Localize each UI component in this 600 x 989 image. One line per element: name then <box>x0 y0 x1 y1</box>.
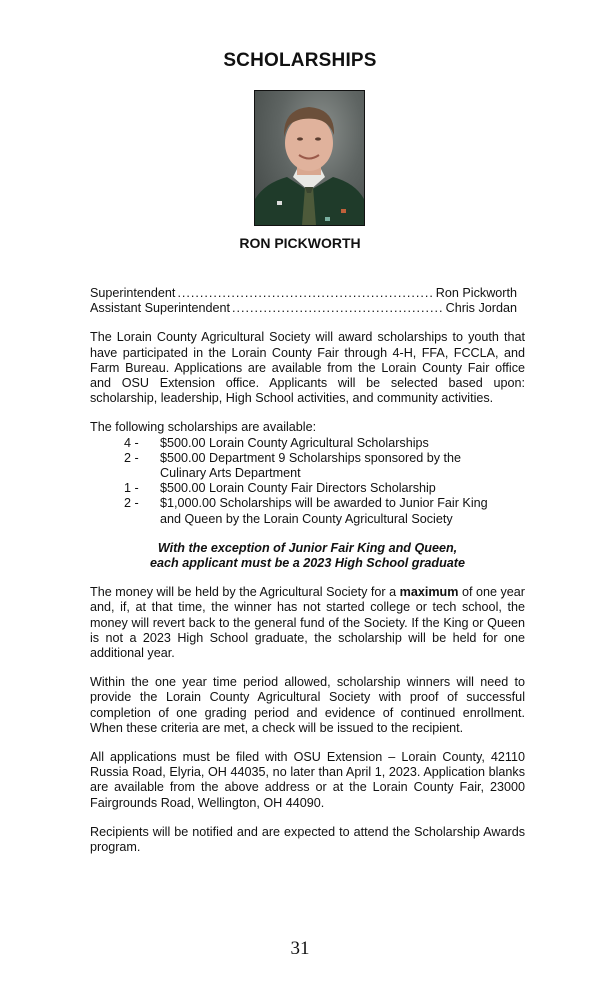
scholarship-count: 4 - <box>124 435 139 450</box>
page-title: SCHOLARSHIPS <box>223 50 377 71</box>
money-text-end: of one year and, if, at that time, the winner has not started college or tech school, the money will revert back to the general fund of the Society. If the King or Queen is not a 2023 High School graduate, the scholarship will be held for one additional year. <box>90 585 525 661</box>
intro-paragraph: The Lorain County Agricultural Society will award scholarships to youth that have participated in the Lorain County Fair through 4-H, FFA, FCCLA, and Farm Bureau. Applications are available from the Lorain County Fair office and OSU Extension office. Applicants will be selected based upon: scholarship, leadership, High School activities, and community activities. <box>90 330 525 406</box>
person-name: RON PICKWORTH <box>239 235 361 251</box>
page-number: 31 <box>290 938 310 959</box>
scholarship-item <box>90 496 525 526</box>
scholarship-count: 1 - <box>124 481 139 496</box>
scholarship-item <box>90 451 525 481</box>
money-paragraph <box>90 585 525 661</box>
staff-name: Chris Jordan <box>445 301 517 316</box>
money-text-start: The money will be held by the Agricultural Society for a <box>90 585 400 600</box>
notice-line-1: With the exception of Junior Fair King and Queen, <box>157 540 458 555</box>
scholarship-item <box>90 481 525 496</box>
staff-role: Assistant Superintendent <box>90 301 231 316</box>
document-body <box>90 286 525 855</box>
staff-name: Ron Pickworth <box>435 286 517 300</box>
person-portrait-icon <box>255 91 364 225</box>
applications-paragraph: All applications must be filed with OSU Extension – Lorain County, 42110 Russia Road, Elyria, OH 44035, no later than April 1, 2023. Application blanks are available from the above address or at the Lorain County Fair, 23000 Fairgrounds Road, Wellington, OH 44090. <box>90 750 525 810</box>
scholarship-count: 2 - <box>124 496 139 511</box>
scholarship-item <box>90 436 525 451</box>
eligibility-notice <box>90 541 525 571</box>
scholarship-list <box>90 436 525 527</box>
requirements-paragraph: Within the one year time period allowed, scholarship winners will need to provide the Lorain County Agricultural Society with proof of successful completion of one grading period and evidence of continued enrollment. When these criteria are met, a check will be issued to the recipient. <box>90 675 525 735</box>
staff-row-superintendent <box>90 286 525 301</box>
staff-row-assistant-superintendent <box>90 301 525 316</box>
scholarships-heading: The following scholarships are available: <box>90 420 317 435</box>
dot-leader <box>177 286 433 301</box>
scholarships-section <box>90 420 525 526</box>
staff-role: Superintendent <box>90 286 176 300</box>
scholarship-description: $1,000.00 Scholarships will be awarded to Junior Fair King and Queen by the Lorain County Agricultural Society <box>160 496 488 526</box>
scholarship-description: $500.00 Lorain County Fair Directors Scholarship <box>160 481 436 496</box>
dot-leader <box>232 301 444 316</box>
recipients-paragraph: Recipients will be notified and are expected to attend the Scholarship Awards program. <box>90 824 525 855</box>
scholarship-description: $500.00 Lorain County Agricultural Scholarships <box>160 435 429 450</box>
staff-list <box>90 286 525 316</box>
money-text-bold: maximum <box>399 585 459 600</box>
notice-line-2: each applicant must be a 2023 High School graduate <box>150 556 465 571</box>
scholarship-count: 2 - <box>124 450 139 465</box>
portrait-photo <box>254 90 365 226</box>
scholarship-description: $500.00 Department 9 Scholarships sponsored by the Culinary Arts Department <box>160 450 462 481</box>
